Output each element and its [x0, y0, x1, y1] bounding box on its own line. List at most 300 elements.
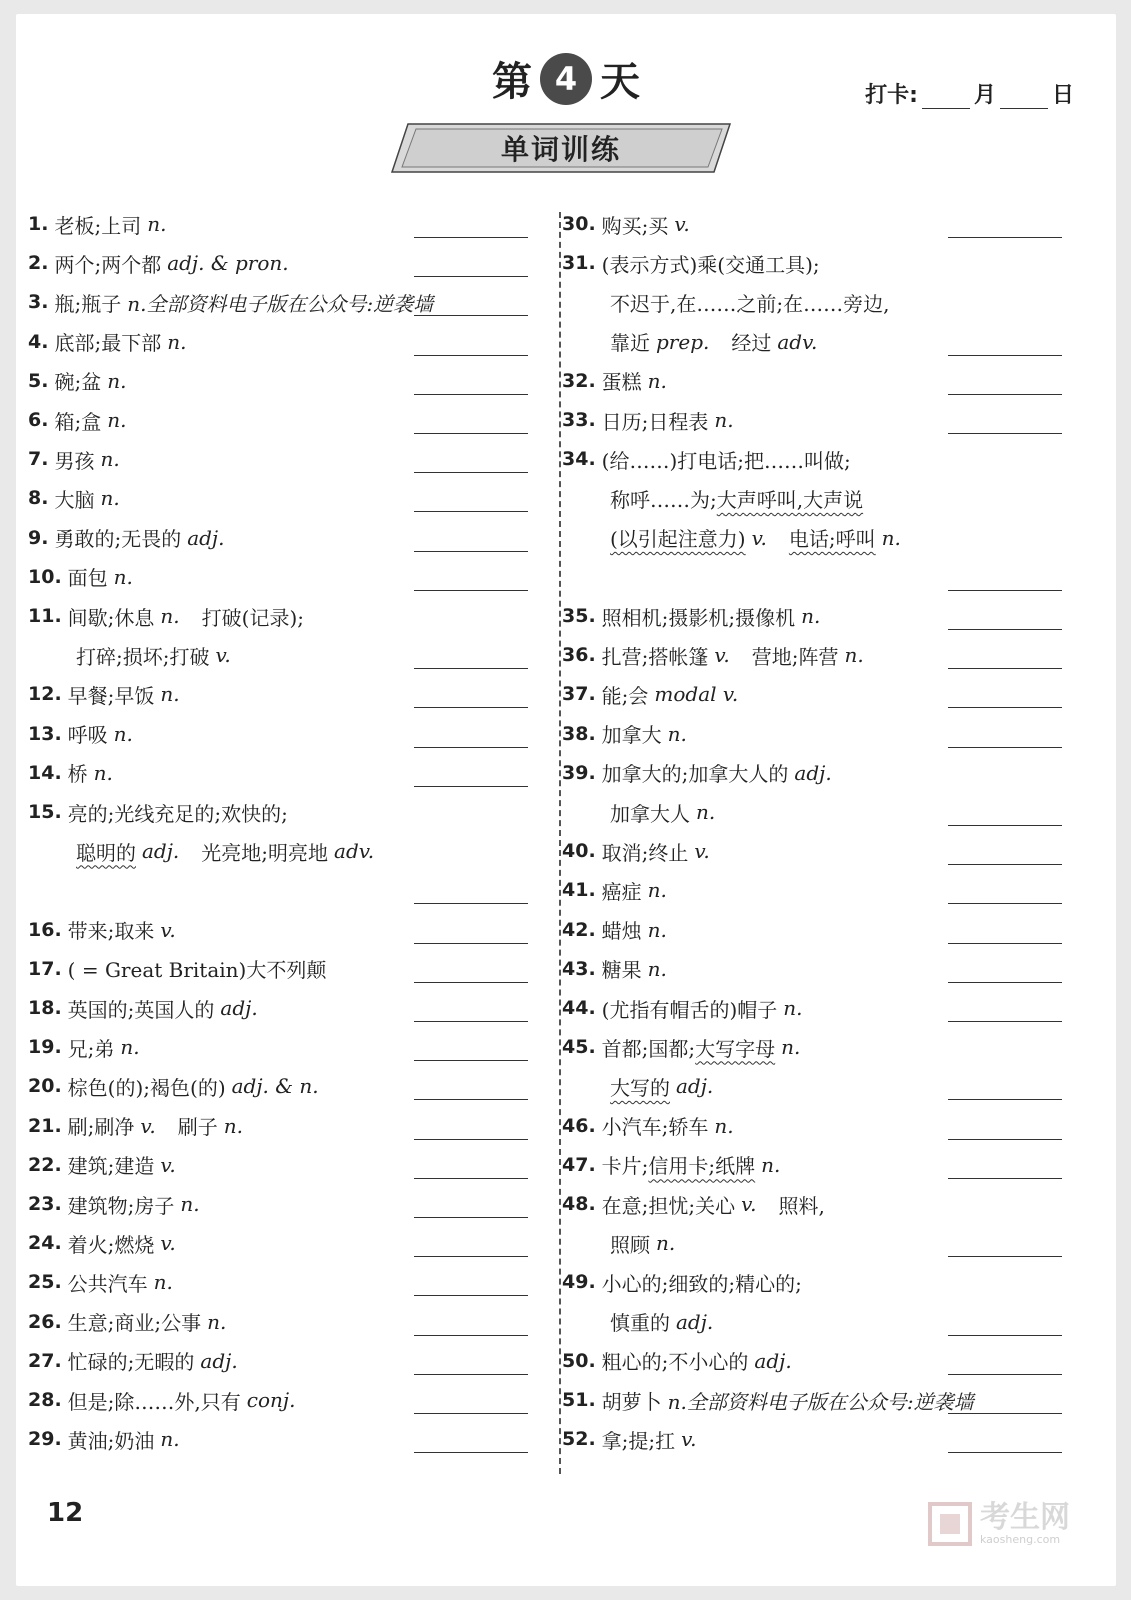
definition-text: (表示方式)乘(交通工具); [601, 252, 820, 277]
definition-text: 勇敢的;无畏的 [54, 527, 182, 552]
definition-text: 面包 [67, 566, 108, 591]
answer-blank[interactable] [414, 943, 528, 944]
part-of-speech: n. [647, 917, 667, 942]
word-item-line [28, 988, 258, 1028]
definition-text: 英国的;英国人的 [67, 997, 215, 1022]
answer-blank[interactable] [414, 433, 528, 434]
answer-blank[interactable] [948, 668, 1062, 669]
answer-blank[interactable] [414, 1139, 528, 1140]
item-number: 8. [28, 487, 49, 510]
answer-blank[interactable] [414, 982, 528, 983]
page-number: 12 [47, 1498, 84, 1528]
part-of-speech: n. [120, 1035, 140, 1060]
item-number: 4. [28, 330, 49, 353]
word-item-line [28, 1066, 319, 1106]
part-of-speech: n. [647, 368, 667, 393]
word-item-line [28, 949, 326, 989]
item-number: 29. [28, 1428, 62, 1451]
part-of-speech: n. [100, 486, 120, 511]
word-item-line [28, 557, 133, 597]
word-item-line [562, 714, 687, 754]
definition-text: 日历;日程表 [601, 409, 709, 434]
part-of-speech: adj. [200, 1348, 238, 1373]
part-of-speech: v. [160, 1152, 176, 1177]
answer-blank[interactable] [948, 1256, 1062, 1257]
part-of-speech: adj. [794, 760, 832, 785]
answer-blank[interactable] [948, 1139, 1062, 1140]
part-of-speech: n.全部资料电子版在公众号:逆袭墙 [127, 291, 434, 316]
item-number: 33. [562, 409, 596, 431]
item-number: 37. [562, 683, 596, 706]
answer-blank[interactable] [414, 1374, 528, 1375]
answer-blank[interactable] [414, 903, 528, 904]
part-of-speech: adj. & n. [231, 1074, 319, 1099]
definition-text: 小汽车;轿车 [601, 1115, 709, 1140]
watermark-text: 考生网 [980, 1499, 1070, 1535]
definition-text: 胡萝卜 [601, 1389, 662, 1414]
definition-text: 慎重的 [610, 1311, 670, 1336]
word-item-line [28, 596, 304, 636]
word-item-line [562, 204, 690, 244]
answer-blank[interactable] [948, 237, 1062, 238]
word-item-line [28, 478, 120, 518]
item-number: 39. [562, 761, 596, 784]
word-item-line [562, 870, 667, 910]
part-of-speech: v. [741, 1192, 757, 1216]
item-number: 6. [28, 409, 49, 431]
part-of-speech: adj. [220, 996, 258, 1020]
definition-text: 公共汽车 [67, 1271, 148, 1296]
word-item-line [562, 988, 803, 1028]
item-number: 24. [28, 1232, 62, 1255]
answer-blank[interactable] [948, 394, 1062, 395]
part-of-speech: v. [160, 1231, 176, 1256]
day-blank[interactable] [1000, 88, 1048, 109]
part-of-speech: n. [113, 721, 133, 746]
word-item-line [28, 204, 166, 244]
definition-text: 刷;刷净 [67, 1115, 135, 1140]
word-item-line [562, 949, 667, 989]
item-number: 44. [562, 997, 596, 1019]
answer-blank[interactable] [948, 1335, 1062, 1336]
answer-blank[interactable] [948, 1178, 1062, 1179]
month-label: 月 [973, 83, 996, 108]
day-prefix: 第 [492, 59, 532, 105]
definition-text: ( = Great Britain)大不列颠 [67, 958, 327, 983]
definition-text: 加拿大人 [610, 801, 690, 826]
part-of-speech: n. [656, 1231, 676, 1256]
part-of-speech: n. [100, 447, 120, 472]
word-item-line [28, 1106, 243, 1146]
item-number: 30. [562, 213, 596, 235]
part-of-speech: n. [107, 408, 127, 432]
word-item-line [28, 1027, 140, 1067]
item-number: 27. [28, 1349, 62, 1372]
part-of-speech: adj. [676, 1309, 714, 1334]
watermark-logo-icon [928, 1502, 972, 1546]
definition-text: 两个;两个都 [54, 252, 162, 277]
part-of-speech: modal v. [654, 682, 739, 707]
answer-blank[interactable] [948, 355, 1062, 356]
definition-text: 经过 [731, 331, 772, 356]
answer-blank[interactable] [414, 1099, 528, 1100]
word-item-line [562, 1027, 800, 1067]
item-number: 34. [562, 448, 596, 471]
part-of-speech: n. [180, 1192, 200, 1216]
item-number: 36. [562, 644, 596, 667]
answer-blank[interactable] [414, 355, 528, 356]
item-number: 16. [28, 918, 62, 941]
definition-text: 男孩 [54, 448, 95, 473]
item-number: 46. [562, 1114, 596, 1137]
answer-blank[interactable] [414, 1256, 528, 1257]
part-of-speech: n. [761, 1152, 781, 1177]
answer-blank[interactable] [414, 1452, 528, 1453]
answer-blank[interactable] [948, 629, 1062, 630]
part-of-speech: adv. [334, 839, 375, 864]
definition-text: 碗;盆 [54, 370, 102, 395]
word-item-line [562, 1184, 825, 1224]
item-number: 7. [28, 448, 49, 471]
definition-text: 建筑;建造 [67, 1154, 155, 1179]
day-label: 日 [1051, 83, 1074, 108]
word-item-line [28, 792, 288, 832]
section-banner [390, 120, 732, 176]
part-of-speech: n. [207, 1309, 227, 1334]
definition-text: 老板;上司 [54, 213, 142, 238]
part-of-speech: n. [667, 721, 687, 746]
definition-text: 大声呼叫,大声说 [716, 487, 864, 512]
definition-text: 着火;燃烧 [67, 1232, 155, 1257]
word-item-line [28, 910, 176, 950]
part-of-speech: n. [881, 525, 901, 550]
word-item-line [28, 1223, 176, 1263]
word-item-line [562, 1380, 974, 1420]
answer-blank[interactable] [948, 982, 1062, 983]
definition-text: 不迟于,在……之前;在……旁边, [610, 291, 890, 316]
answer-blank[interactable] [414, 511, 528, 512]
definition-text: 糖果 [601, 958, 642, 983]
answer-blank[interactable] [414, 1413, 528, 1414]
part-of-speech: adj. [754, 1348, 792, 1373]
word-item-line [28, 518, 225, 558]
definition-text: (以引起注意力) [610, 527, 746, 552]
answer-blank[interactable] [414, 276, 528, 277]
item-number: 50. [562, 1349, 596, 1372]
answer-blank[interactable] [948, 433, 1062, 434]
part-of-speech: v. [140, 1113, 156, 1138]
definition-text: 靠近 [610, 331, 650, 356]
answer-blank[interactable] [948, 943, 1062, 944]
part-of-speech: adj. [676, 1074, 714, 1099]
answer-blank[interactable] [414, 747, 528, 748]
item-number: 51. [562, 1389, 596, 1411]
word-item-line [562, 1106, 734, 1146]
definition-text: 聪明的 [76, 840, 136, 865]
definition-text: 大写字母 [695, 1036, 776, 1061]
definition-text: 大脑 [54, 487, 95, 512]
part-of-speech: v. [751, 525, 767, 550]
definition-text: 蜡烛 [601, 919, 642, 944]
part-of-speech: adv. [777, 329, 818, 354]
word-item-line [28, 1184, 200, 1224]
watermark [928, 1494, 1098, 1554]
word-item-line [562, 635, 864, 675]
definition-text: 箱;盒 [54, 409, 102, 434]
definition-text: 加拿大的;加拿大人的 [601, 762, 789, 787]
word-item-line [28, 282, 433, 322]
definition-text: 照顾 [610, 1232, 650, 1257]
definition-text: 带来;取来 [67, 919, 155, 944]
item-number: 22. [28, 1153, 62, 1176]
worksheet-page [16, 14, 1116, 1586]
word-item-line [562, 831, 710, 871]
answer-blank[interactable] [414, 668, 528, 669]
word-item-line [28, 361, 126, 401]
item-number: 18. [28, 997, 62, 1019]
word-item-line [28, 243, 289, 283]
answer-blank[interactable] [414, 1217, 528, 1218]
answer-blank[interactable] [414, 551, 528, 552]
definition-text: 小心的;细致的;精心的; [601, 1271, 802, 1296]
part-of-speech: n. [714, 1113, 734, 1138]
word-item-line [610, 1066, 713, 1106]
definition-text: 能;会 [601, 683, 649, 708]
part-of-speech: v. [681, 1427, 697, 1452]
item-number: 12. [28, 683, 62, 706]
answer-blank[interactable] [414, 394, 528, 395]
item-number: 17. [28, 957, 62, 980]
definition-text: 营地;阵营 [751, 644, 839, 669]
item-number: 45. [562, 1036, 596, 1059]
word-item-line [610, 322, 817, 362]
word-item-line [562, 910, 667, 950]
answer-blank[interactable] [414, 1060, 528, 1061]
part-of-speech: v. [694, 839, 710, 864]
definition-text: 卡片; [601, 1154, 649, 1179]
word-item-line [562, 596, 820, 636]
item-number: 31. [562, 252, 596, 275]
answer-blank[interactable] [414, 1021, 528, 1022]
definition-text: 早餐;早饭 [67, 683, 155, 708]
item-number: 32. [562, 369, 596, 392]
definition-text: 间歇;休息 [67, 605, 155, 630]
part-of-speech: v. [714, 643, 730, 668]
part-of-speech: n. [647, 878, 667, 903]
word-item-line [610, 478, 863, 518]
word-item-line [562, 1262, 802, 1302]
word-item-line [28, 1419, 180, 1459]
item-number: 42. [562, 918, 596, 941]
part-of-speech: n. [153, 1270, 173, 1295]
definition-text: 拿;提;扛 [601, 1428, 676, 1453]
item-number: 1. [28, 213, 49, 235]
part-of-speech: n. [844, 643, 864, 668]
definition-text: 瓶;瓶子 [54, 291, 122, 316]
definition-text: 在意;担忧;关心 [601, 1193, 736, 1218]
answer-blank[interactable] [414, 590, 528, 591]
answer-blank[interactable] [414, 1335, 528, 1336]
definition-text: 购买;买 [601, 213, 669, 238]
part-of-speech: n. [783, 996, 803, 1020]
word-item-line [562, 361, 667, 401]
definition-text: 大写的 [610, 1075, 670, 1100]
answer-blank[interactable] [948, 1021, 1062, 1022]
item-number: 13. [28, 722, 62, 745]
word-item-line [28, 1145, 176, 1185]
part-of-speech: n. [160, 604, 180, 628]
definition-text: 亮的;光线充足的;欢快的; [67, 801, 288, 826]
definition-text: 称呼……为; [610, 487, 717, 512]
answer-blank[interactable] [948, 864, 1062, 865]
item-number: 26. [28, 1310, 62, 1333]
part-of-speech: n. [647, 956, 667, 981]
word-item-line [610, 282, 889, 322]
definition-text: 照相机;摄影机;摄像机 [601, 605, 796, 630]
definition-text: 生意;商业;公事 [67, 1311, 202, 1336]
part-of-speech: n. [801, 604, 821, 628]
definition-text: 信用卡;纸牌 [648, 1154, 756, 1179]
item-number: 15. [28, 801, 62, 823]
item-number: 3. [28, 291, 49, 314]
word-item-line [562, 400, 734, 440]
part-of-speech: n. [160, 682, 180, 707]
word-item-line [562, 1419, 696, 1459]
item-number: 5. [28, 369, 49, 392]
definition-text: 棕色(的);褐色(的) [67, 1075, 226, 1100]
answer-blank[interactable] [948, 903, 1062, 904]
definition-text: 电话;呼叫 [788, 527, 876, 552]
definition-text: (尤指有帽舌的)帽子 [601, 997, 778, 1022]
item-number: 14. [28, 761, 62, 784]
answer-blank[interactable] [414, 472, 528, 473]
part-of-speech: n. [93, 760, 113, 785]
item-number: 20. [28, 1075, 62, 1098]
definition-text: 照料, [778, 1193, 825, 1218]
month-blank[interactable] [922, 88, 970, 109]
item-number: 11. [28, 605, 62, 627]
word-item-line [28, 753, 113, 793]
answer-blank[interactable] [948, 1374, 1062, 1375]
definition-text: 打破(记录); [201, 605, 305, 630]
definition-text: 呼吸 [67, 723, 108, 748]
answer-blank[interactable] [414, 315, 528, 316]
answer-blank[interactable] [948, 1413, 1062, 1414]
item-number: 38. [562, 722, 596, 745]
part-of-speech: n. [696, 800, 716, 824]
answer-blank[interactable] [948, 825, 1062, 826]
word-item-line [28, 1380, 295, 1420]
definition-text: 光亮地;明亮地 [201, 840, 329, 865]
definition-text: 但是;除……外,只有 [67, 1389, 241, 1414]
definition-text: 打碎;损坏;打破 [76, 644, 210, 669]
definition-text: 粗心的;不小心的 [601, 1350, 749, 1375]
part-of-speech: n. [167, 329, 187, 354]
word-item-line [562, 439, 851, 479]
part-of-speech: n. [781, 1035, 801, 1060]
item-number: 19. [28, 1036, 62, 1059]
word-item-line [76, 635, 231, 675]
definition-text: 桥 [67, 762, 88, 787]
word-item-line [28, 1302, 226, 1342]
word-item-line [28, 674, 180, 714]
part-of-speech: prep. [656, 329, 710, 354]
part-of-speech: n.全部资料电子版在公众号:逆袭墙 [667, 1389, 974, 1414]
answer-blank[interactable] [948, 590, 1062, 591]
item-number: 21. [28, 1114, 62, 1137]
item-number: 35. [562, 605, 596, 627]
word-item-line [562, 753, 832, 793]
word-item-line [28, 1262, 173, 1302]
definition-text: 黄油;奶油 [67, 1428, 155, 1453]
part-of-speech: n. [147, 212, 167, 236]
answer-blank[interactable] [414, 1178, 528, 1179]
definition-text: 忙碌的;无暇的 [67, 1350, 195, 1375]
word-item-line [610, 1302, 713, 1342]
day-suffix: 天 [600, 59, 640, 105]
answer-blank[interactable] [948, 1452, 1062, 1453]
checkin-line [865, 78, 1074, 109]
definition-text: 刷子 [177, 1115, 218, 1140]
column-divider [559, 212, 561, 1474]
answer-blank[interactable] [948, 747, 1062, 748]
word-item-line [562, 674, 738, 714]
item-number: 25. [28, 1271, 62, 1294]
item-number: 28. [28, 1389, 62, 1411]
definition-text: 首都;国都; [601, 1036, 696, 1061]
definition-text: 蛋糕 [601, 370, 642, 395]
item-number: 52. [562, 1428, 596, 1451]
item-number: 40. [562, 840, 596, 863]
part-of-speech: adj. [187, 525, 225, 550]
answer-blank[interactable] [414, 237, 528, 238]
definition-text: 取消;终止 [601, 840, 689, 865]
word-item-line [28, 714, 133, 754]
definition-text: 癌症 [601, 879, 642, 904]
answer-blank[interactable] [414, 1295, 528, 1296]
item-number: 10. [28, 565, 62, 588]
item-number: 43. [562, 957, 596, 980]
word-item-line [76, 831, 374, 871]
item-number: 23. [28, 1193, 62, 1215]
checkin-label: 打卡: [865, 83, 918, 108]
word-item-line [562, 1341, 792, 1381]
part-of-speech: v. [674, 212, 690, 236]
item-number: 41. [562, 879, 596, 902]
part-of-speech: adj. [142, 839, 180, 864]
watermark-subtext: kaosheng.com [980, 1532, 1061, 1546]
word-item-line [28, 1341, 238, 1381]
answer-blank[interactable] [414, 707, 528, 708]
part-of-speech: n. [160, 1427, 180, 1452]
answer-blank[interactable] [414, 786, 528, 787]
definition-text: 兄;弟 [67, 1036, 115, 1061]
definition-text: 扎营;搭帐篷 [601, 644, 709, 669]
answer-blank[interactable] [948, 707, 1062, 708]
word-item-line [610, 518, 901, 558]
part-of-speech: v. [215, 643, 231, 668]
word-item-line [28, 400, 126, 440]
part-of-speech: adj. & pron. [167, 251, 289, 276]
part-of-speech: n. [223, 1113, 243, 1138]
word-item-line [28, 439, 120, 479]
word-item-line [610, 1223, 675, 1263]
day-number-badge: 4 [540, 53, 592, 105]
item-number: 9. [28, 526, 49, 549]
answer-blank[interactable] [948, 1099, 1062, 1100]
definition-text: 加拿大 [601, 723, 662, 748]
section-title: 单词训练 [500, 133, 621, 166]
